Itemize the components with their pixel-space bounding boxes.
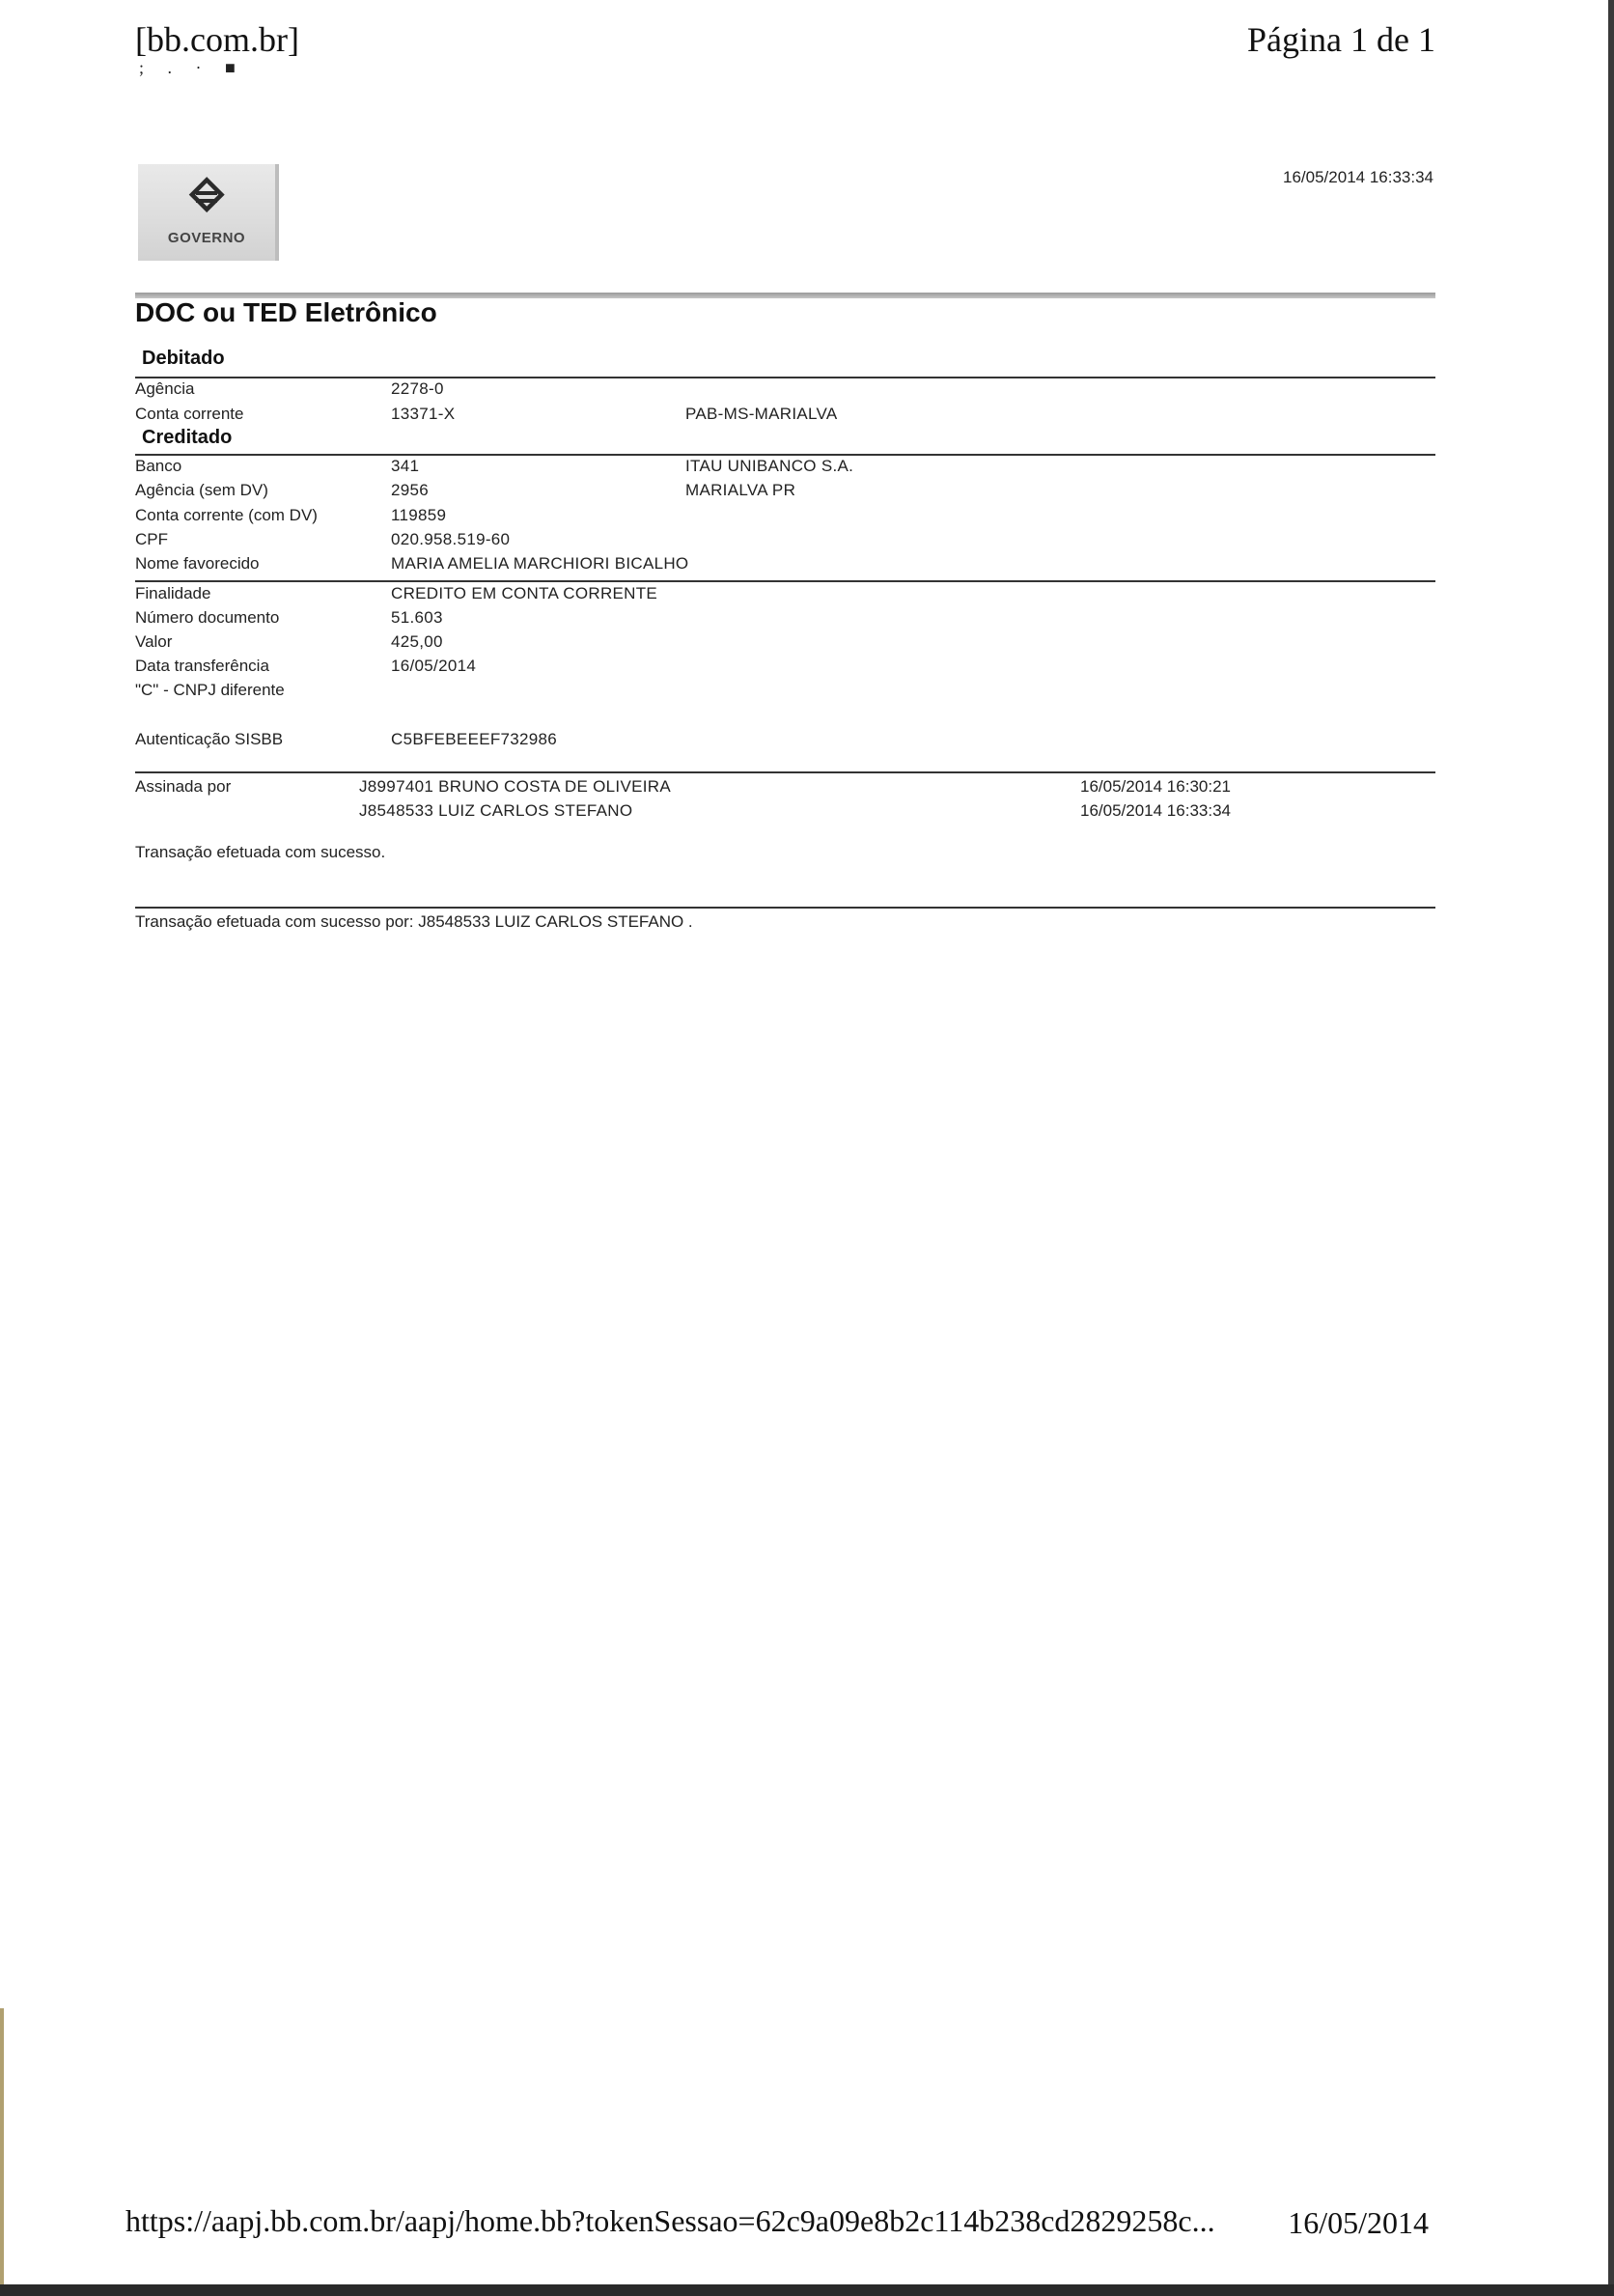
value-autenticacao: C5BFEBEEEF732986 — [391, 730, 558, 748]
print-timestamp: 16/05/2014 16:33:34 — [1283, 168, 1433, 186]
label-data-transferencia: Data transferência — [135, 657, 269, 675]
label-conta-credito: Conta corrente (com DV) — [135, 506, 318, 524]
scan-edge-left — [0, 2008, 4, 2296]
banco-do-brasil-logo-icon — [182, 174, 231, 222]
label-conta-debito: Conta corrente — [135, 405, 244, 423]
page-number: Página 1 de 1 — [1247, 20, 1435, 59]
value-conta-debito: 13371-X — [391, 405, 456, 423]
rule-creditado — [135, 454, 1435, 456]
rule-debitado — [135, 377, 1435, 378]
label-assinada-por: Assinada por — [135, 777, 232, 796]
label-cnpj-diferente: "C" - CNPJ diferente — [135, 681, 285, 699]
status-message: Transação efetuada com sucesso. — [135, 843, 386, 861]
value-cpf: 020.958.519-60 — [391, 530, 511, 548]
label-agencia-credito: Agência (sem DV) — [135, 481, 268, 499]
value-agencia-credito: 2956 — [391, 481, 430, 499]
section-debitado: Debitado — [142, 348, 225, 369]
signer-name: J8997401 BRUNO COSTA DE OLIVEIRA — [359, 777, 671, 796]
scan-edge-right — [1608, 0, 1614, 2296]
value-agencia-credito-extra: MARIALVA PR — [685, 481, 796, 499]
footer-date: 16/05/2014 — [1288, 2205, 1429, 2240]
value-numero-documento: 51.603 — [391, 608, 443, 627]
section-creditado: Creditado — [142, 427, 233, 448]
signer-datetime: 16/05/2014 16:33:34 — [1080, 801, 1231, 820]
scan-specks: ; . · ■ — [139, 58, 245, 77]
label-banco: Banco — [135, 457, 182, 475]
label-finalidade: Finalidade — [135, 584, 211, 602]
value-conta-credito: 119859 — [391, 506, 447, 524]
value-conta-debito-extra: PAB-MS-MARIALVA — [685, 405, 838, 423]
value-data-transferencia: 16/05/2014 — [391, 657, 477, 675]
rule-detalhes — [135, 580, 1435, 582]
signer-name: J8548533 LUIZ CARLOS STEFANO — [359, 801, 633, 820]
scan-edge-bottom — [0, 2284, 1614, 2296]
document-title: DOC ou TED Eletrônico — [135, 297, 437, 327]
final-message: Transação efetuada com sucesso por: J8548533 LUIZ CARLOS STEFANO . — [135, 912, 693, 931]
value-banco: 341 — [391, 457, 420, 475]
label-agencia-debito: Agência — [135, 379, 195, 398]
bb-governo-logo — [138, 164, 279, 261]
signer-datetime: 16/05/2014 16:30:21 — [1080, 777, 1231, 796]
label-numero-documento: Número documento — [135, 608, 280, 627]
label-nome-favorecido: Nome favorecido — [135, 554, 260, 573]
value-finalidade: CREDITO EM CONTA CORRENTE — [391, 584, 658, 602]
label-valor: Valor — [135, 632, 173, 651]
value-valor: 425,00 — [391, 632, 443, 651]
logo-label: GOVERNO — [167, 230, 246, 246]
rule-assinaturas — [135, 771, 1435, 773]
page-header-site — [135, 19, 299, 77]
footer-url: https://aapj.bb.com.br/aapj/home.bb?tokenSessao=62c9a09e8b2c114b238cd2829258c... — [125, 2203, 1215, 2238]
value-agencia-debito: 2278-0 — [391, 379, 444, 398]
value-banco-nome: ITAU UNIBANCO S.A. — [685, 457, 854, 475]
rule-final — [135, 907, 1435, 909]
label-autenticacao: Autenticação SISBB — [135, 730, 284, 748]
value-nome-favorecido: MARIA AMELIA MARCHIORI BICALHO — [391, 554, 689, 573]
label-cpf: CPF — [135, 530, 168, 548]
site-label: [bb.com.br] — [135, 20, 299, 59]
